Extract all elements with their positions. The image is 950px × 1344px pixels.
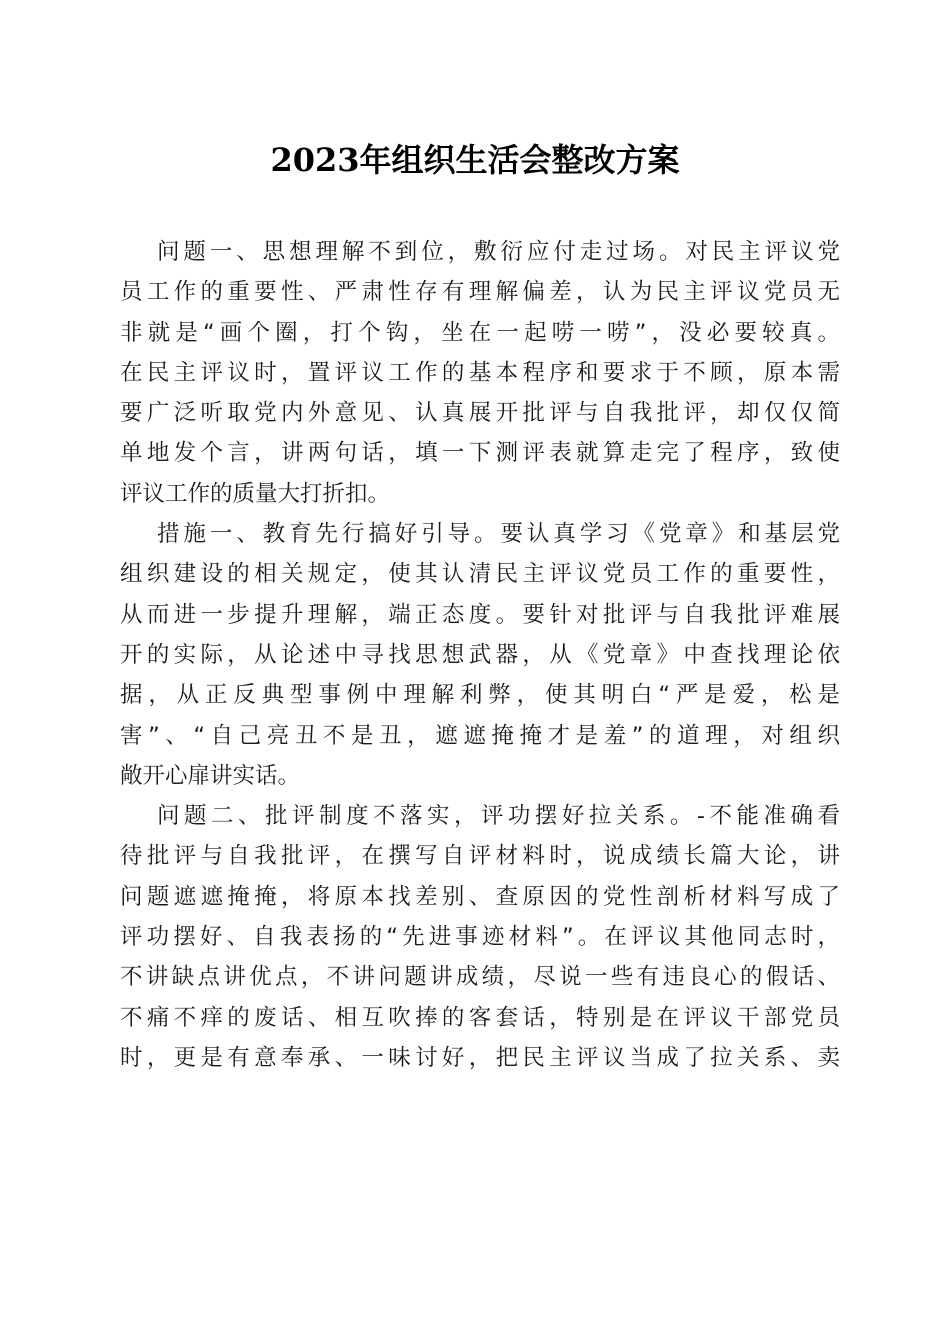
paragraph-2-line-4: 开的实际，从论述中寻找思想武器，从《党章》中查找理论依	[120, 641, 840, 668]
paragraph-2-line-3: 从而进一步提升理解，端正态度。要针对批评与自我批评难展	[120, 601, 840, 628]
paragraph-2-line-7: 敞开心扉讲实话。	[120, 762, 301, 789]
paragraph-3-line-7: 时，更是有意奉承、一味讨好，把民主评议当成了拉关系、卖	[120, 1044, 840, 1071]
paragraph-2-line-2: 组织建设的相关规定，使其认清民主评议党员工作的重要性，	[120, 561, 840, 588]
paragraph-1-line-2: 员工作的重要性、严肃性存有理解偏差，认为民主评议党员无	[120, 279, 840, 306]
paragraph-1-line-6: 单地发个言，讲两句话，填一下测评表就算走完了程序，致使	[120, 440, 840, 467]
paragraph-2-line-6: 害”、“自己亮丑不是丑，遮遮掩掩才是羞”的道理，对组织	[120, 722, 840, 749]
document-body	[120, 232, 840, 1078]
paragraph-3-line-3: 问题遮遮掩掩，将原本找差别、查原因的党性剖析材料写成了	[120, 883, 840, 910]
paragraph-3-line-1: 问题二、批评制度不落实，评功摆好拉关系。-不能准确看	[157, 803, 840, 830]
paragraph-2-line-5: 据，从正反典型事例中理解利弊，使其明白“严是爱，松是	[120, 682, 840, 709]
document-title: 2023年组织生活会整改方案	[270, 141, 680, 179]
paragraph-2-line-1: 措施一、教育先行搞好引导。要认真学习《党章》和基层党	[157, 521, 840, 548]
paragraph-1-line-4: 在民主评议时，置评议工作的基本程序和要求于不顾，原本需	[120, 359, 840, 386]
paragraph-1-line-3: 非就是“画个圈，打个钩，坐在一起唠一唠”，没必要较真。	[120, 319, 840, 346]
paragraph-3-line-4: 评功摆好、自我表扬的“先进事迹材料”。在评议其他同志时，	[120, 924, 840, 951]
paragraph-3-line-6: 不痛不痒的废话、相互吹捧的客套话，特别是在评议干部党员	[120, 1004, 840, 1031]
paragraph-1-line-1: 问题一、思想理解不到位，敷衍应付走过场。对民主评议党	[157, 239, 840, 265]
paragraph-1-line-5: 要广泛听取党内外意见、认真展开批评与自我批评，却仅仅简	[120, 400, 840, 427]
paragraph-1-line-7: 评议工作的质量大打折扣。	[120, 480, 391, 507]
paragraph-3-line-2: 待批评与自我批评，在撰写自评材料时，说成绩长篇大论，讲	[120, 843, 840, 870]
paragraph-3-line-5: 不讲缺点讲优点，不讲问题讲成绩，尽说一些有违良心的假话、	[120, 964, 840, 991]
